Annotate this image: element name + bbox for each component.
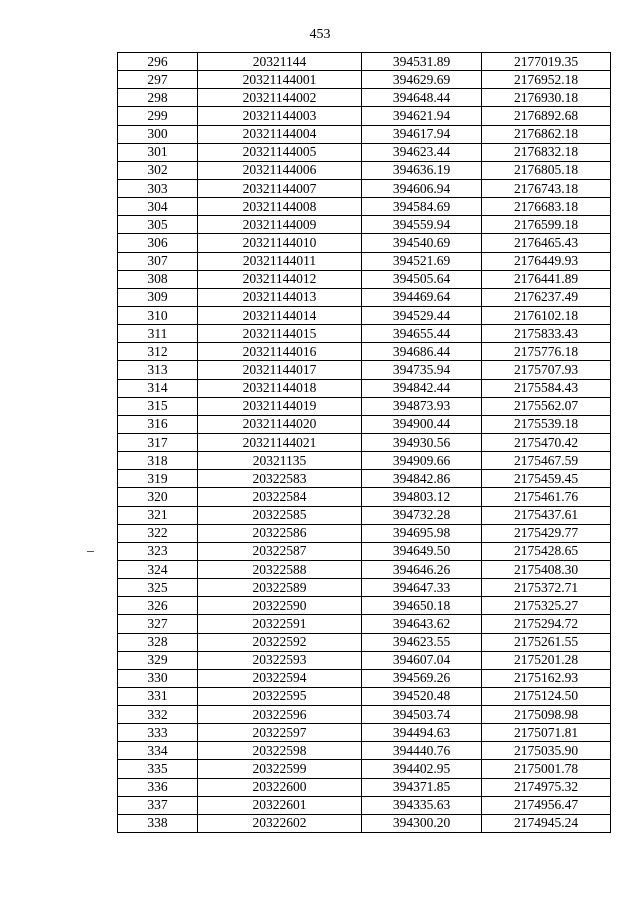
point-id-cell: 20321144014 bbox=[198, 306, 362, 324]
x-coordinate-cell: 394607.04 bbox=[362, 651, 482, 669]
x-coordinate-cell: 394617.94 bbox=[362, 125, 482, 143]
y-coordinate-cell: 2176832.18 bbox=[482, 143, 611, 161]
y-coordinate-cell: 2176102.18 bbox=[482, 306, 611, 324]
y-coordinate-cell: 2176449.93 bbox=[482, 252, 611, 270]
x-coordinate-cell: 394505.64 bbox=[362, 270, 482, 288]
point-id-cell: 20322598 bbox=[198, 742, 362, 760]
table-row bbox=[118, 161, 611, 179]
point-id-cell: 20322596 bbox=[198, 706, 362, 724]
point-number-cell: 330 bbox=[118, 669, 198, 687]
table-row bbox=[118, 71, 611, 89]
point-id-cell: 20322588 bbox=[198, 560, 362, 578]
table-row bbox=[118, 89, 611, 107]
table-row bbox=[118, 796, 611, 814]
x-coordinate-cell: 394900.44 bbox=[362, 415, 482, 433]
y-coordinate-cell: 2176465.43 bbox=[482, 234, 611, 252]
point-number-cell: 317 bbox=[118, 433, 198, 451]
x-coordinate-cell: 394440.76 bbox=[362, 742, 482, 760]
y-coordinate-cell: 2175459.45 bbox=[482, 470, 611, 488]
point-id-cell: 20321144018 bbox=[198, 379, 362, 397]
x-coordinate-cell: 394623.44 bbox=[362, 143, 482, 161]
table-row bbox=[118, 198, 611, 216]
point-number-cell: 298 bbox=[118, 89, 198, 107]
x-coordinate-cell: 394930.56 bbox=[362, 433, 482, 451]
point-number-cell: 305 bbox=[118, 216, 198, 234]
table-row bbox=[118, 651, 611, 669]
point-id-cell: 20322583 bbox=[198, 470, 362, 488]
point-number-cell: 297 bbox=[118, 71, 198, 89]
point-number-cell: 313 bbox=[118, 361, 198, 379]
point-id-cell: 20322592 bbox=[198, 633, 362, 651]
table-row bbox=[118, 597, 611, 615]
x-coordinate-cell: 394655.44 bbox=[362, 325, 482, 343]
point-id-cell: 20322590 bbox=[198, 597, 362, 615]
table-row bbox=[118, 524, 611, 542]
point-number-cell: 328 bbox=[118, 633, 198, 651]
point-id-cell: 20321144016 bbox=[198, 343, 362, 361]
y-coordinate-cell: 2176683.18 bbox=[482, 198, 611, 216]
point-id-cell: 20321144012 bbox=[198, 270, 362, 288]
table-row bbox=[118, 270, 611, 288]
y-coordinate-cell: 2175833.43 bbox=[482, 325, 611, 343]
point-number-cell: 312 bbox=[118, 343, 198, 361]
point-id-cell: 20321144009 bbox=[198, 216, 362, 234]
y-coordinate-cell: 2176892.68 bbox=[482, 107, 611, 125]
y-coordinate-cell: 2175071.81 bbox=[482, 724, 611, 742]
x-coordinate-cell: 394584.69 bbox=[362, 198, 482, 216]
point-number-cell: 331 bbox=[118, 687, 198, 705]
point-id-cell: 20321144 bbox=[198, 53, 362, 71]
x-coordinate-cell: 394909.66 bbox=[362, 452, 482, 470]
y-coordinate-cell: 2175001.78 bbox=[482, 760, 611, 778]
point-id-cell: 20322594 bbox=[198, 669, 362, 687]
table-row bbox=[118, 53, 611, 71]
point-id-cell: 20321144002 bbox=[198, 89, 362, 107]
point-id-cell: 20321144017 bbox=[198, 361, 362, 379]
point-id-cell: 20322586 bbox=[198, 524, 362, 542]
point-id-cell: 20321144005 bbox=[198, 143, 362, 161]
y-coordinate-cell: 2175467.59 bbox=[482, 452, 611, 470]
point-id-cell: 20321144006 bbox=[198, 161, 362, 179]
table-row bbox=[118, 760, 611, 778]
y-coordinate-cell: 2175325.27 bbox=[482, 597, 611, 615]
table-row bbox=[118, 724, 611, 742]
y-coordinate-cell: 2177019.35 bbox=[482, 53, 611, 71]
y-coordinate-cell: 2175707.93 bbox=[482, 361, 611, 379]
point-number-cell: 320 bbox=[118, 488, 198, 506]
y-coordinate-cell: 2175461.76 bbox=[482, 488, 611, 506]
coordinates-table bbox=[117, 52, 611, 833]
table-row bbox=[118, 433, 611, 451]
point-id-cell: 20321144003 bbox=[198, 107, 362, 125]
table-row bbox=[118, 216, 611, 234]
point-number-cell: 333 bbox=[118, 724, 198, 742]
table-body bbox=[118, 53, 611, 833]
y-coordinate-cell: 2175539.18 bbox=[482, 415, 611, 433]
x-coordinate-cell: 394503.74 bbox=[362, 706, 482, 724]
table-row bbox=[118, 397, 611, 415]
x-coordinate-cell: 394300.20 bbox=[362, 814, 482, 832]
table-row bbox=[118, 778, 611, 796]
table-row bbox=[118, 252, 611, 270]
x-coordinate-cell: 394629.69 bbox=[362, 71, 482, 89]
x-coordinate-cell: 394646.26 bbox=[362, 560, 482, 578]
point-number-cell: 323 bbox=[118, 542, 198, 560]
y-coordinate-cell: 2176743.18 bbox=[482, 179, 611, 197]
table-row bbox=[118, 706, 611, 724]
point-number-cell: 300 bbox=[118, 125, 198, 143]
y-coordinate-cell: 2175035.90 bbox=[482, 742, 611, 760]
x-coordinate-cell: 394521.69 bbox=[362, 252, 482, 270]
y-coordinate-cell: 2176237.49 bbox=[482, 288, 611, 306]
point-id-cell: 20322599 bbox=[198, 760, 362, 778]
point-id-cell: 20322593 bbox=[198, 651, 362, 669]
point-id-cell: 20321135 bbox=[198, 452, 362, 470]
point-number-cell: 321 bbox=[118, 506, 198, 524]
table-row bbox=[118, 687, 611, 705]
point-number-cell: 332 bbox=[118, 706, 198, 724]
y-coordinate-cell: 2176805.18 bbox=[482, 161, 611, 179]
point-number-cell: 318 bbox=[118, 452, 198, 470]
y-coordinate-cell: 2175124.50 bbox=[482, 687, 611, 705]
table-row bbox=[118, 633, 611, 651]
table-row bbox=[118, 560, 611, 578]
table-row bbox=[118, 506, 611, 524]
point-id-cell: 20322584 bbox=[198, 488, 362, 506]
y-coordinate-cell: 2176441.89 bbox=[482, 270, 611, 288]
point-number-cell: 302 bbox=[118, 161, 198, 179]
table-row bbox=[118, 488, 611, 506]
x-coordinate-cell: 394650.18 bbox=[362, 597, 482, 615]
y-coordinate-cell: 2175372.71 bbox=[482, 579, 611, 597]
y-coordinate-cell: 2175201.28 bbox=[482, 651, 611, 669]
point-id-cell: 20321144011 bbox=[198, 252, 362, 270]
point-number-cell: 314 bbox=[118, 379, 198, 397]
table-row bbox=[118, 470, 611, 488]
table-row bbox=[118, 579, 611, 597]
x-coordinate-cell: 394649.50 bbox=[362, 542, 482, 560]
table-row bbox=[118, 343, 611, 361]
point-id-cell: 20321144019 bbox=[198, 397, 362, 415]
x-coordinate-cell: 394371.85 bbox=[362, 778, 482, 796]
table-row bbox=[118, 179, 611, 197]
x-coordinate-cell: 394494.63 bbox=[362, 724, 482, 742]
y-coordinate-cell: 2175162.93 bbox=[482, 669, 611, 687]
point-number-cell: 316 bbox=[118, 415, 198, 433]
table-row bbox=[118, 814, 611, 832]
table-row bbox=[118, 379, 611, 397]
y-coordinate-cell: 2175429.77 bbox=[482, 524, 611, 542]
point-number-cell: 327 bbox=[118, 615, 198, 633]
y-coordinate-cell: 2174975.32 bbox=[482, 778, 611, 796]
y-coordinate-cell: 2176952.18 bbox=[482, 71, 611, 89]
x-coordinate-cell: 394647.33 bbox=[362, 579, 482, 597]
table-row bbox=[118, 452, 611, 470]
y-coordinate-cell: 2175261.55 bbox=[482, 633, 611, 651]
y-coordinate-cell: 2175470.42 bbox=[482, 433, 611, 451]
point-number-cell: 307 bbox=[118, 252, 198, 270]
point-number-cell: 326 bbox=[118, 597, 198, 615]
point-id-cell: 20322595 bbox=[198, 687, 362, 705]
point-id-cell: 20322589 bbox=[198, 579, 362, 597]
table-row bbox=[118, 143, 611, 161]
point-id-cell: 20321144004 bbox=[198, 125, 362, 143]
x-coordinate-cell: 394842.44 bbox=[362, 379, 482, 397]
point-number-cell: 329 bbox=[118, 651, 198, 669]
table-row bbox=[118, 234, 611, 252]
y-coordinate-cell: 2176930.18 bbox=[482, 89, 611, 107]
table-row bbox=[118, 669, 611, 687]
y-coordinate-cell: 2174945.24 bbox=[482, 814, 611, 832]
point-number-cell: 322 bbox=[118, 524, 198, 542]
x-coordinate-cell: 394842.86 bbox=[362, 470, 482, 488]
point-id-cell: 20321144001 bbox=[198, 71, 362, 89]
x-coordinate-cell: 394648.44 bbox=[362, 89, 482, 107]
table-row bbox=[118, 542, 611, 560]
point-id-cell: 20322591 bbox=[198, 615, 362, 633]
point-number-cell: 335 bbox=[118, 760, 198, 778]
point-number-cell: 311 bbox=[118, 325, 198, 343]
point-id-cell: 20322597 bbox=[198, 724, 362, 742]
y-coordinate-cell: 2175428.65 bbox=[482, 542, 611, 560]
point-id-cell: 20322585 bbox=[198, 506, 362, 524]
x-coordinate-cell: 394695.98 bbox=[362, 524, 482, 542]
x-coordinate-cell: 394529.44 bbox=[362, 306, 482, 324]
x-coordinate-cell: 394732.28 bbox=[362, 506, 482, 524]
x-coordinate-cell: 394643.62 bbox=[362, 615, 482, 633]
y-coordinate-cell: 2175437.61 bbox=[482, 506, 611, 524]
margin-mark bbox=[87, 551, 94, 552]
x-coordinate-cell: 394621.94 bbox=[362, 107, 482, 125]
x-coordinate-cell: 394803.12 bbox=[362, 488, 482, 506]
point-id-cell: 20321144020 bbox=[198, 415, 362, 433]
point-id-cell: 20321144013 bbox=[198, 288, 362, 306]
x-coordinate-cell: 394873.93 bbox=[362, 397, 482, 415]
x-coordinate-cell: 394559.94 bbox=[362, 216, 482, 234]
point-number-cell: 310 bbox=[118, 306, 198, 324]
point-id-cell: 20321144010 bbox=[198, 234, 362, 252]
point-number-cell: 301 bbox=[118, 143, 198, 161]
point-number-cell: 299 bbox=[118, 107, 198, 125]
point-id-cell: 20321144015 bbox=[198, 325, 362, 343]
point-number-cell: 324 bbox=[118, 560, 198, 578]
table-row bbox=[118, 415, 611, 433]
point-number-cell: 306 bbox=[118, 234, 198, 252]
y-coordinate-cell: 2176862.18 bbox=[482, 125, 611, 143]
x-coordinate-cell: 394606.94 bbox=[362, 179, 482, 197]
y-coordinate-cell: 2174956.47 bbox=[482, 796, 611, 814]
page-number: 453 bbox=[309, 27, 331, 42]
point-number-cell: 315 bbox=[118, 397, 198, 415]
point-number-cell: 308 bbox=[118, 270, 198, 288]
point-id-cell: 20321144021 bbox=[198, 433, 362, 451]
point-number-cell: 303 bbox=[118, 179, 198, 197]
y-coordinate-cell: 2175776.18 bbox=[482, 343, 611, 361]
y-coordinate-cell: 2175584.43 bbox=[482, 379, 611, 397]
point-number-cell: 296 bbox=[118, 53, 198, 71]
x-coordinate-cell: 394531.89 bbox=[362, 53, 482, 71]
table-row bbox=[118, 615, 611, 633]
y-coordinate-cell: 2175098.98 bbox=[482, 706, 611, 724]
y-coordinate-cell: 2175408.30 bbox=[482, 560, 611, 578]
table-row bbox=[118, 107, 611, 125]
point-number-cell: 304 bbox=[118, 198, 198, 216]
table-row bbox=[118, 742, 611, 760]
table-row bbox=[118, 306, 611, 324]
x-coordinate-cell: 394335.63 bbox=[362, 796, 482, 814]
point-id-cell: 20322601 bbox=[198, 796, 362, 814]
x-coordinate-cell: 394402.95 bbox=[362, 760, 482, 778]
x-coordinate-cell: 394469.64 bbox=[362, 288, 482, 306]
x-coordinate-cell: 394623.55 bbox=[362, 633, 482, 651]
point-number-cell: 336 bbox=[118, 778, 198, 796]
point-number-cell: 334 bbox=[118, 742, 198, 760]
x-coordinate-cell: 394569.26 bbox=[362, 669, 482, 687]
x-coordinate-cell: 394520.48 bbox=[362, 687, 482, 705]
point-id-cell: 20321144008 bbox=[198, 198, 362, 216]
table-row bbox=[118, 288, 611, 306]
point-id-cell: 20321144007 bbox=[198, 179, 362, 197]
point-number-cell: 309 bbox=[118, 288, 198, 306]
point-id-cell: 20322602 bbox=[198, 814, 362, 832]
table-row bbox=[118, 325, 611, 343]
y-coordinate-cell: 2176599.18 bbox=[482, 216, 611, 234]
y-coordinate-cell: 2175562.07 bbox=[482, 397, 611, 415]
point-number-cell: 337 bbox=[118, 796, 198, 814]
point-number-cell: 338 bbox=[118, 814, 198, 832]
table-row bbox=[118, 125, 611, 143]
y-coordinate-cell: 2175294.72 bbox=[482, 615, 611, 633]
point-id-cell: 20322600 bbox=[198, 778, 362, 796]
x-coordinate-cell: 394636.19 bbox=[362, 161, 482, 179]
point-number-cell: 325 bbox=[118, 579, 198, 597]
point-number-cell: 319 bbox=[118, 470, 198, 488]
x-coordinate-cell: 394686.44 bbox=[362, 343, 482, 361]
x-coordinate-cell: 394540.69 bbox=[362, 234, 482, 252]
x-coordinate-cell: 394735.94 bbox=[362, 361, 482, 379]
point-id-cell: 20322587 bbox=[198, 542, 362, 560]
table-row bbox=[118, 361, 611, 379]
